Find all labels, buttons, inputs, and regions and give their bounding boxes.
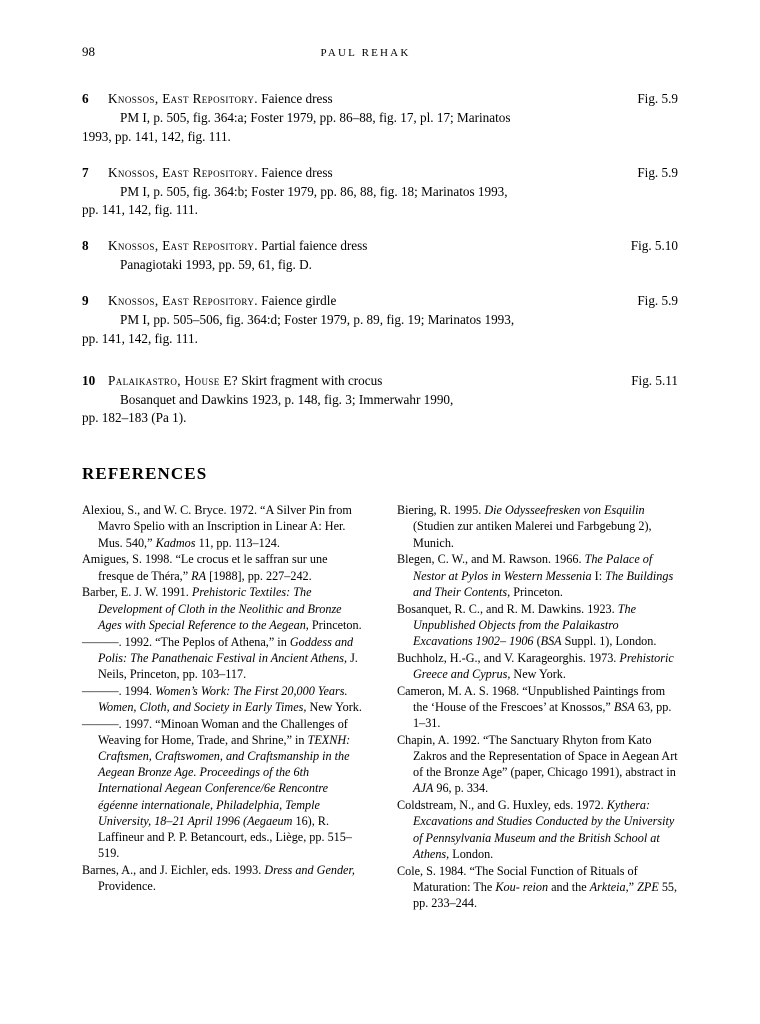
bibliography-column-right (397, 502, 678, 911)
entry-body (108, 256, 678, 275)
entry-title (108, 372, 621, 391)
entry-object: Partial faience dress (257, 238, 368, 254)
entry-site: Knossos, East Repository. (108, 293, 258, 308)
bibliography-entry: Chapin, A. 1992. “The Sanctuary Rhyton from Kato Zakros and the Representation of Space in Aegean Art of the Bronze Age” (paper, Chicago 1991), abstract in AJA 96, p. 334. (397, 732, 678, 796)
catalog-entry (82, 372, 678, 429)
entry-number: 10 (82, 372, 96, 388)
entry-body-line2: 1993, pp. 141, 142, fig. 111. (82, 128, 231, 144)
running-head (82, 44, 678, 60)
entry-object: Faience girdle (257, 293, 337, 308)
bibliography-entry: ———. 1997. “Minoan Woman and the Challenges of Weaving for Home, Trade, and Shrine,” in TEXNH: Craftsmen, Craftswomen, and Craftsmanship in the Aegean Bronze Age. Proceedings of the 6th International Aegean Conference/6e Rencontre égéenne internationale, Philadelphia, Temple University, 18–21 April 1996 (Aegaeum 16), R. Laffineur and P. P. Betancourt, eds., Liège, pp. 515–519. (82, 716, 352, 861)
catalog-entry (82, 292, 678, 349)
bibliography-entry: Barber, E. J. W. 1991. Prehistoric Textiles: The Development of Cloth in the Neolithic and Bronze Ages with Special Reference to the Aegean, Princeton. (82, 585, 362, 632)
entry-body-line1: Panagiotaki 1993, pp. 59, 61, fig. D. (120, 257, 312, 273)
page-number: 98 (82, 44, 95, 59)
entry-body-line1: PM I, pp. 505–506, fig. 364:d; Foster 1979, p. 89, fig. 19; Marinatos 1993, (120, 311, 515, 327)
running-head-title: PAUL REHAK (320, 47, 411, 59)
entry-number: 8 (82, 238, 89, 254)
catalog-entry (82, 90, 678, 147)
entry-site: Knossos, East Repository. (108, 238, 258, 254)
bibliography-entry: Alexiou, S., and W. C. Bryce. 1972. “A Silver Pin from Mavro Spelio with an Inscription in Linear A: Her. Mus. 540,” Kadmos 11, pp. 113–124. (82, 503, 352, 550)
entry-figure-ref: Fig. 5.11 (631, 372, 678, 388)
bibliography-entry: Cole, S. 1984. “The Social Function of Rituals of Maturation: The Kou- reion and the Arkteia,” ZPE 55, pp. 233–244. (397, 863, 678, 910)
entry-number: 9 (82, 293, 89, 308)
references-heading: REFERENCES (82, 464, 208, 484)
entry-figure-ref: Fig. 5.9 (637, 164, 678, 180)
entry-body-line2: pp. 182–183 (Pa 1). (82, 410, 187, 426)
entry-number: 6 (82, 91, 89, 106)
bibliography-column-left (82, 502, 363, 911)
entry-body (82, 311, 678, 349)
entry-body-line1: Bosanquet and Dawkins 1923, p. 148, fig. 3; Immerwahr 1990, (120, 391, 454, 407)
bibliography-entry: Bosanquet, R. C., and R. M. Dawkins. 1923. The Unpublished Objects from the Palaikastro Excavations 1902– 1906 (BSA Suppl. 1), London. (397, 601, 657, 648)
entry-body (82, 109, 678, 147)
entry-figure-ref: Fig. 5.9 (637, 91, 678, 106)
bibliography-entry: Barnes, A., and J. Eichler, eds. 1993. Dress and Gender, Providence. (82, 863, 355, 894)
entry-object: Faience dress (257, 164, 333, 180)
entry-body (82, 183, 678, 221)
bibliography-entry: Coldstream, N., and G. Huxley, eds. 1972. Kythera: Excavations and Studies Conducted by the University of Pennsylvania Museum and the British School at Athens, London. (397, 798, 675, 861)
entry-object: Skirt fragment with crocus (238, 372, 383, 388)
entry-site: Knossos, East Repository. (108, 91, 258, 106)
catalog-entry-list (82, 90, 678, 428)
entry-body-line2: pp. 141, 142, fig. 111. (82, 330, 198, 346)
bibliography-entry: ———. 1992. “The Peplos of Athena,” in Goddess and Polis: The Panathenaic Festival in Ancient Athens, J. Neils, Princeton, pp. 103–117. (82, 634, 358, 681)
bibliography-entry: Blegen, C. W., and M. Rawson. 1966. The Palace of Nestor at Pylos in Western Messenia I: The Buildings and Their Contents, Princeton. (397, 552, 674, 599)
bibliography-entry: Buchholz, H.-G., and V. Karageorghis. 1973. Prehistoric Greece and Cyprus, New York. (397, 650, 674, 681)
bibliography-entry: Biering, R. 1995. Die Odysseefresken von Esquilin (Studien zur antiken Malerei und Farbgebung 2), Munich. (397, 503, 652, 550)
entry-body-line1: PM I, p. 505, fig. 364:b; Foster 1979, pp. 86, 88, fig. 18; Marinatos 1993, (120, 183, 508, 199)
entry-title (108, 292, 627, 311)
bibliography-entry: Cameron, M. A. S. 1968. “Unpublished Paintings from the ‘House of the Frescoes’ at Knossos,” BSA 63, pp. 1–31. (397, 683, 672, 731)
entry-figure-ref: Fig. 5.9 (637, 293, 678, 308)
entry-title (108, 90, 627, 109)
entry-body-line2: pp. 141, 142, fig. 111. (82, 202, 198, 218)
entry-title (108, 164, 627, 183)
catalog-entry (82, 237, 678, 275)
entry-number: 7 (82, 164, 89, 180)
bibliography-entry: Amigues, S. 1998. “Le crocus et le saffran sur une fresque de Théra,” RA [1988], pp. 227–242. (82, 552, 328, 583)
entry-object: Faience dress (257, 91, 333, 106)
entry-title (108, 237, 621, 256)
entry-figure-ref: Fig. 5.10 (630, 238, 678, 254)
bibliography-entry: ———. 1994. Women’s Work: The First 20,000 Years. Women, Cloth, and Society in Early Times, New York. (82, 683, 362, 714)
bibliography (82, 502, 678, 911)
entry-body-line1: PM I, p. 505, fig. 364:a; Foster 1979, pp. 86–88, fig. 17, pl. 17; Marinatos (120, 109, 511, 125)
catalog-entry (82, 164, 678, 221)
entry-site: Palaikastro, House E? (108, 372, 239, 388)
entry-site: Knossos, East Repository. (108, 164, 258, 180)
entry-body (82, 391, 678, 429)
